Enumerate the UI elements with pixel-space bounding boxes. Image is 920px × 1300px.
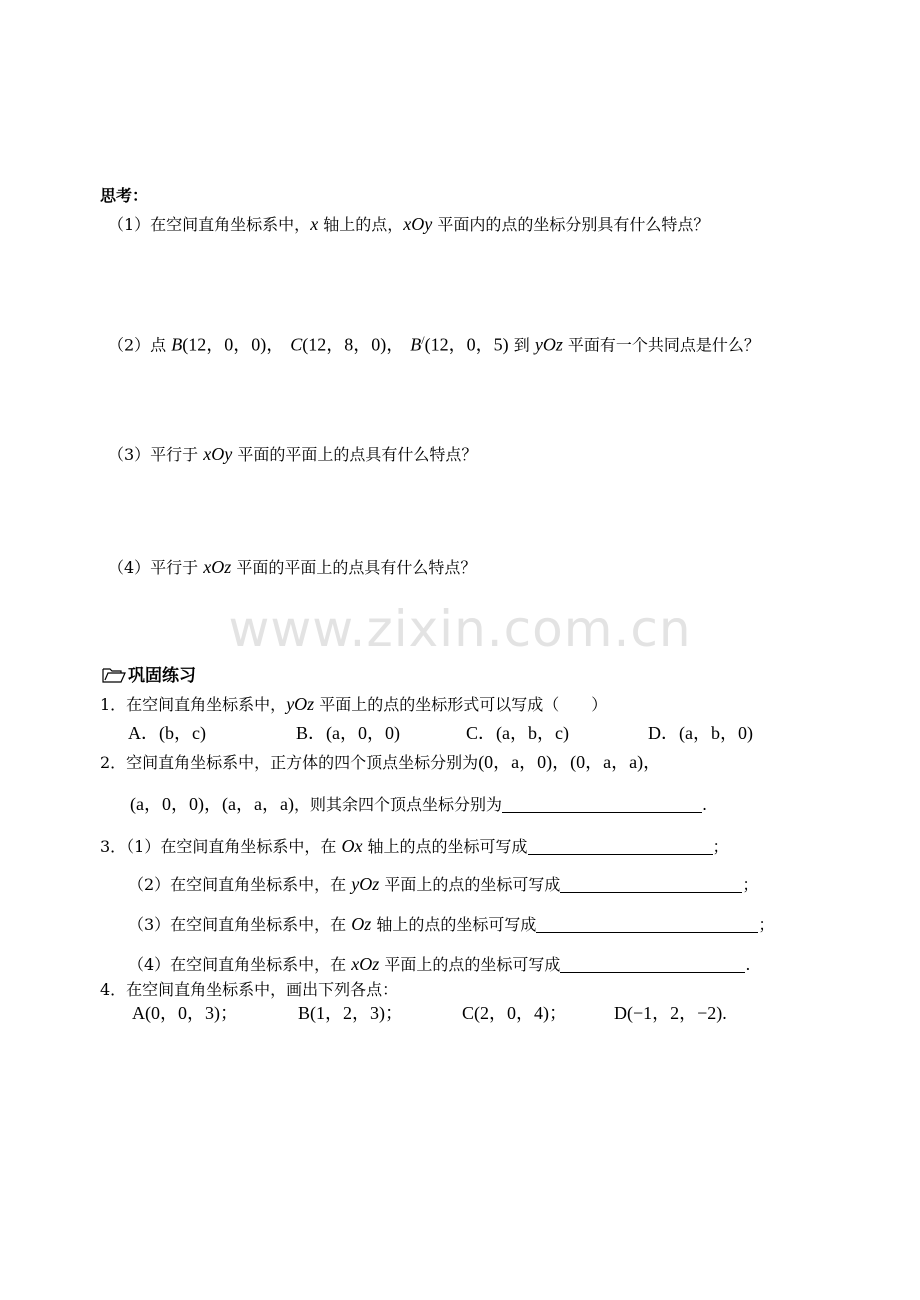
q4-text-c: 平面的平面上的点具有什么特点？ [231,558,477,577]
problem-3-3 [128,914,774,935]
problem-3-4 [128,954,750,975]
p1-text-c: 平面上的点的坐标形式可以写成（ ） [314,695,608,714]
think-question-4 [108,557,476,578]
p3-l3-a: （3）在空间直角坐标系中，在 [128,915,352,934]
q3-var-xOy: xOy [203,444,233,464]
q2-prime-mark: / [421,333,425,347]
p3-l2-a: （2）在空间直角坐标系中，在 [128,875,352,894]
p4-point-b: B(1，2，3)； [298,1003,403,1023]
q2-coord-C: (12，8，0)， [302,334,405,355]
p2-text-a: 2．空间直角坐标系中，正方体的四个顶点坐标分别为 [100,753,479,772]
p3-l4-var: xOz [351,954,380,974]
p2-coords-1: (0，a，0)，(0，a，a)， [478,752,662,772]
q3-text-a: （3）平行于 [108,445,204,464]
q2-text-a: （2）点 [108,335,172,355]
problem-3-2 [128,874,758,895]
p3-l4-c: 平面上的点的坐标可写成 [379,955,561,974]
q3-text-c: 平面的平面上的点具有什么特点？ [232,445,478,464]
q2-var-yOz: yOz [534,334,563,355]
p4-point-a: A(0，0，3)； [132,1003,238,1023]
p2-period: . [701,795,708,814]
p1-option-b: B．(a，0，0) [296,723,400,743]
p3-l2-blank[interactable] [560,876,742,893]
p3-l4-a: （4）在空间直角坐标系中，在 [128,955,352,974]
q2-point-C: C [290,334,303,355]
q1-text-e: 平面内的点的坐标分别具有什么特点？ [432,215,710,234]
q1-var-x: x [310,214,319,234]
p1-option-c: C．(a，b，c) [466,723,569,743]
think-question-1 [108,214,709,235]
q2-text-k: 平面有一个共同点是什么？ [562,335,760,355]
q4-var-xOz: xOz [203,557,232,577]
p3-l4-end: . [745,955,751,974]
q4-text-a: （4）平行于 [108,558,204,577]
p3-l3-end: ； [758,915,775,934]
practice-heading: 巩固练习 [128,666,196,686]
p1-text-a: 1．在空间直角坐标系中， [100,695,287,714]
p4-point-c: C(2，0，4)； [462,1003,567,1023]
p1-option-d: D．(a，b，0) [648,723,753,743]
p3-l4-blank[interactable] [560,956,745,973]
p3-l1-a: 3．（1）在空间直角坐标系中，在 [100,837,342,856]
p3-l1-c: 轴上的点的坐标可写成 [362,837,528,856]
q2-text-i: 到 [508,335,535,355]
problem-1 [100,694,607,715]
q1-var-xOy: xOy [403,214,433,234]
q1-text-a: （1）在空间直角坐标系中， [108,215,311,234]
q2-point-Bprime: B [410,334,422,355]
p3-l1-end: ； [712,837,729,856]
p2-answer-blank[interactable] [502,796,702,813]
problem-3-1 [100,836,729,857]
p3-l2-end: ； [742,875,759,894]
problem-2-line-2 [130,794,707,815]
practice-heading-row [102,666,196,689]
p1-var-yOz: yOz [286,694,315,714]
p3-l3-blank[interactable] [536,916,758,933]
q2-point-B: B [171,334,183,355]
p3-l1-var: Ox [341,836,363,856]
p1-option-a: A．(b，c) [128,723,206,743]
problem-4: 4．在空间直角坐标系中，画出下列各点： [100,980,399,999]
p3-l3-var: Oz [351,914,372,934]
p2-text-d: ，则其余四个顶点坐标分别为 [293,795,502,814]
watermark: www.zixin.com.cn [228,600,692,658]
p3-l1-blank[interactable] [528,838,713,855]
folder-icon [102,666,126,689]
p4-point-d: D(−1，2，−2). [614,1003,727,1023]
p2-coords-2: (a，0，0)，(a，a，a) [130,794,294,814]
think-question-3 [108,444,477,465]
q2-coord-Bprime: (12，0，5) [424,334,509,355]
problem-2-line-1 [100,752,661,773]
think-heading: 思考： [100,186,149,205]
p3-l2-c: 平面上的点的坐标可写成 [379,875,561,894]
q2-coord-B: (12，0，0)， [182,334,285,355]
think-question-2 [108,330,760,355]
q1-text-c: 轴上的点， [318,215,404,234]
p3-l2-var: yOz [351,874,380,894]
p3-l3-c: 轴上的点的坐标可写成 [371,915,537,934]
